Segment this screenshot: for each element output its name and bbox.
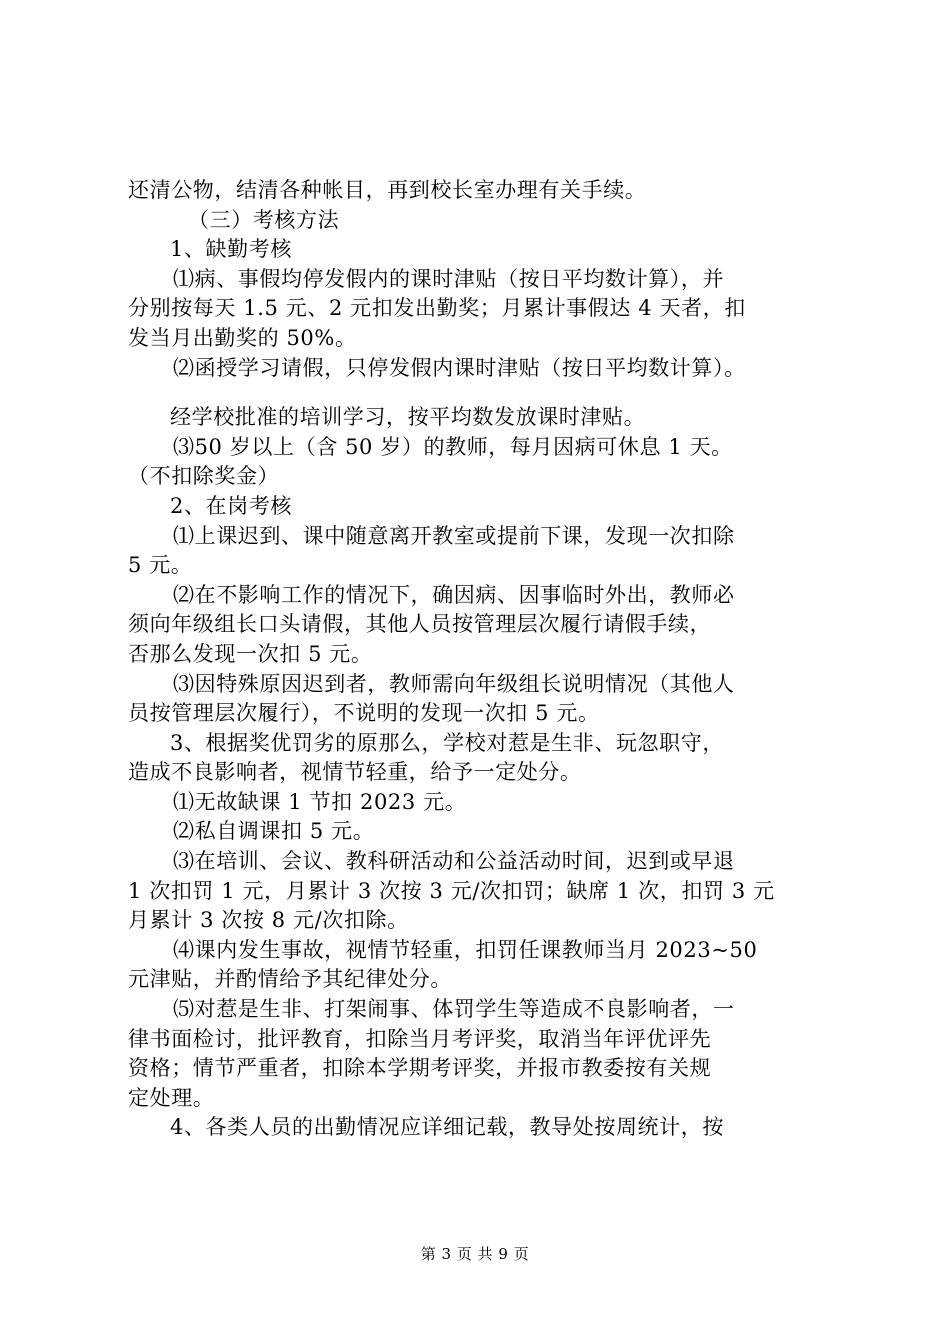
subsection-heading: 2、在岗考核 [170,493,292,518]
text-line: 分别按每天 1.5 元、2 元扣发出勤奖；月累计事假达 4 天者，扣 [128,296,746,321]
text-line: 4、各类人员的出勤情况应详细记载，教导处按周统计，按 [170,1115,724,1140]
text-line: 元津贴，并酌情给予其纪律处分。 [128,967,452,992]
text-line: ⑴上课迟到、课中随意离开教室或提前下课，发现一次扣除 [173,523,735,548]
text-line: ⑶因特殊原因迟到者，教师需向年级组长说明情况（其他人 [173,671,735,696]
text-line: 造成不良影响者，视情节轻重，给予一定处分。 [128,760,582,785]
section-heading: （三）考核方法 [188,207,340,232]
text-line: 发当月出勤奖的 50%。 [128,325,357,350]
text-line: 月累计 3 次按 8 元/次扣除。 [128,908,409,933]
text-line: ⑴无故缺课 1 节扣 2023 元。 [173,789,467,814]
text-line: （不扣除奖金） [128,464,280,489]
text-line: ⑶50 岁以上（含 50 岁）的教师，每月因病可休息 1 天。 [173,434,733,459]
text-line: ⑵私自调课扣 5 元。 [173,819,375,844]
text-line: 员按管理层次履行），不说明的发现一次扣 5 元。 [128,701,600,726]
text-line: ⑶在培训、会议、教科研活动和公益活动时间，迟到或早退 [173,849,735,874]
text-line: 5 元。 [128,553,193,578]
text-line: 资格；情节严重者，扣除本学期考评奖，并报市教委按有关规 [128,1056,712,1081]
text-line: 定处理。 [128,1085,215,1110]
text-line: ⑴病、事假均停发假内的课时津贴（按日平均数计算），并 [173,266,725,291]
text-line: 律书面检讨，批评教育，扣除当月考评奖，取消当年评优评先 [128,1026,712,1051]
text-line: ⑸对惹是生非、打架闹事、体罚学生等造成不良影响者，一 [173,997,735,1022]
text-line: ⑵在不影响工作的情况下，确因病、因事临时外出，教师必 [173,582,735,607]
document-body [128,176,828,1143]
page-number-footer: 第 3 页 共 9 页 [420,1245,530,1263]
text-line: 1 次扣罚 1 元，月累计 3 次按 3 元/次扣罚；缺席 1 次，扣罚 3 元 [128,878,775,903]
text-line: ⑷课内发生事故，视情节轻重，扣罚任课教师当月 2023~50 [173,937,758,962]
text-line: 须向年级组长口头请假，其他人员按管理层次履行请假手续， [128,612,712,637]
text-line: ⑵函授学习请假，只停发假内课时津贴（按日平均数计算）。 [173,355,746,380]
subsection-heading: 1、缺勤考核 [170,237,292,262]
text-line: 经学校批准的培训学习，按平均数发放课时津贴。 [170,405,646,430]
text-line: 还清公物，结清各种帐目，再到校长室办理有关手续。 [128,178,647,202]
text-line: 否那么发现一次扣 5 元。 [128,641,373,666]
paragraph-gap [128,383,828,403]
subsection-heading: 3、根据奖优罚劣的原那么，学校对惹是生非、玩忽职守， [170,730,724,755]
